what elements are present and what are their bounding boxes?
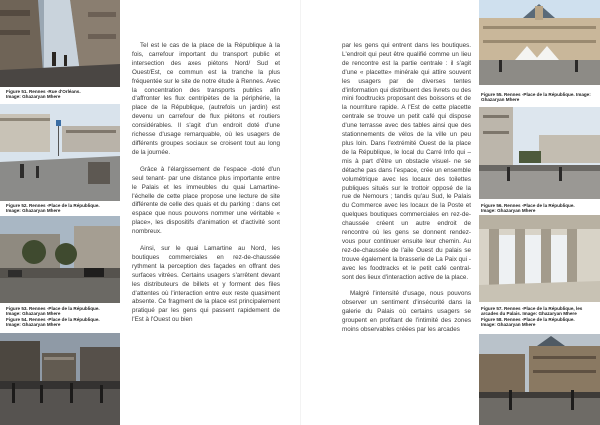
paragraph: Ainsi, sur le quai Lamartine au Nord, les boutiques commerciales en rez-de-chaussée rythment la perception des façades en offrant des surfaces vitrées. Certains usagers s'arrêtent devant les distributeurs de billets et y forment des files d'attentes où l'interaction entre eux reste quasiment absente. Ce fragment de la place est principalement pratiqué par les gens qui passent rapidement de l'Est à l'Ouest ou bien	[132, 245, 280, 324]
paragraph: Malgré l'intensité d'usage, nous pouvons observer un sentiment d'insécurité dans la galerie du Palais où certains usagers se groupent en profitant de l'intimité des zones moins observables créées par les arcades	[342, 290, 471, 334]
caption-figures-53-54: Figure 53. Rennes -Place de la République. Image: Ghazaryan Mhere Figure 54. Rennes -Place de la République. Image: Ghazaryan Mhere	[6, 306, 100, 328]
photo-place-republique-58	[479, 334, 600, 425]
text-column-left	[132, 42, 280, 325]
caption-figure-56: Figure 56. Rennes -Place de la République. Image: Ghazaryan Mhere	[481, 203, 575, 214]
photo-place-republique-55	[479, 0, 600, 85]
photo-arcades-palais-57	[479, 215, 600, 302]
photo-place-republique-56	[479, 107, 600, 199]
photo-rue-orleans	[0, 0, 120, 87]
photo-place-republique-54	[0, 333, 120, 425]
photo-place-republique-53	[0, 216, 120, 303]
paragraph: par les gens qui entrent dans les boutiques. L'endroit qui peut être qualifié comme un lieu de rencontre est la partie centrale : il s'agit d'une « placette» minérale qui attire souvent les usagers par de diverses tentes d'information qui distribuent des livrets ou des mini foodtrucks proposant des boissons et de la nourriture rapide. A l'Est de cette placette centrale se trouve un petit café qui dispose d'une terrasse avec des tables ainsi que des stationnements de vélos de la ville un peu plus loin. Dans l'extrémité Ouest de la place de la République, le local du Carré Info qui –mis à part d'être un obstacle visuel- ne se détache pas dans l'espace, crée un ensemble volumétrique avec les locaux des toilettes publiques situés sur le trottoir opposé de la rue de Nemours ; tandis qu'au Sud, le Palais du Commerce avec les locaux de la Poste et quelques boutiques commerciales en rez-de-chaussée créent un autre endroit de rencontre où les gens se donnent rendez-vous pour continuer ensuite leur chemin. Au rez-de-chaussée de l'aile Ouest du palais se trouve également la brasserie de La Paix qui -avec les foodtracks et le petit café central- sont des lieux d'interaction active de la place.	[342, 42, 471, 281]
text-column-right	[342, 42, 471, 335]
photo-place-republique-52	[0, 104, 120, 201]
caption-figure-52: Figure 52. Rennes -Place de la République. Image: Ghazaryan Mhere	[6, 203, 100, 214]
caption-figure-51: Figure 51. Rennes -Rue d'Orléans. Image: Ghazaryan Mhere	[6, 89, 81, 100]
paragraph: Grâce à l'élargissement de l'espace -doté d'un seul tenant- par une distance plus importante entre le Palais et les immeubles du quai Lamartine- l'échelle de cette place propose une lecture de site différente de celle des quais et du parking : dans cet espace que nous pouvons nommer une véritable « place», les dispositifs d'animation et d'activité sont nombreux.	[132, 165, 280, 236]
page-gutter	[300, 0, 301, 425]
paragraph: Tel est le cas de la place de la République à la fois, carrefour important du transport public et intersection des axes piétons Nord/ Sud et Ouest/Est, ce commun est la tranche la plus fréquentée sur le site de notre étude à Rennes. Avec la concentration des transports publics afin d'affronter les flux centripètes de la périphérie, la place de la République, (autrefois un jardin) est devenu un carrefour de flux piétons et routiers considérables. Il s'agit d'un endroit doté d'une richesse d'usage remarquable, où les usagers de différents groupes sociaux se croisent tout au long de la journée.	[132, 42, 280, 156]
caption-figure-55: Figure 55. Rennes -Place de la République. Image: Ghazaryan Mhere	[481, 92, 591, 103]
caption-figures-57-58: Figure 57. Rennes -Place de la République, les arcades du Palais. Image: Ghazaryan Mhere Figure 58. Rennes -Place de la République. Image: Ghazaryan Mhere	[481, 306, 583, 328]
